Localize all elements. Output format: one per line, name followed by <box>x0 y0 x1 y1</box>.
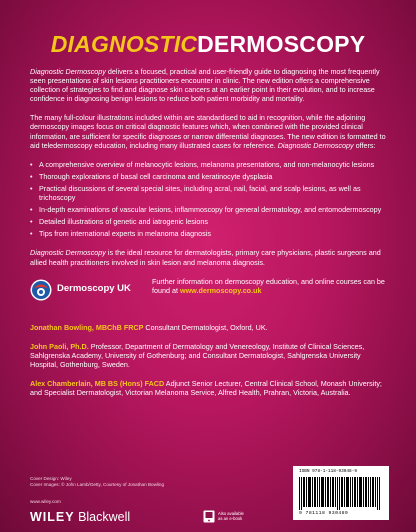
para2-book-name: Diagnostic Dermoscopy <box>277 140 354 150</box>
feature-item: • Tips from international experts in melanoma diagnosis <box>30 229 390 238</box>
dermoscopy-uk-logo <box>30 279 131 301</box>
cover-images-credit: Cover Images: © John Lamb/Getty, Courtesy of Jonathan Bowling <box>30 482 165 487</box>
isbn-barcode <box>293 466 389 520</box>
second-paragraph <box>30 113 390 149</box>
author-bio: Adjunct Senior Lecturer, Central Clinical School, Monash University; and Specialist Dermatologist, Victorian Melanoma Service, Alfred Health, Prahran, Victoria, Australia. <box>30 378 382 398</box>
ebook-line-1: Also available <box>218 511 244 516</box>
ebook-icon <box>203 510 215 523</box>
author-name: Alex Chamberlain, MB BS (Hons) FACD <box>30 378 165 388</box>
intro-paragraph <box>30 67 390 103</box>
dermoscopy-uk-info-text: Further information on dermoscopy education, and online courses can be found at <box>152 276 385 295</box>
author-name: John Paoli, Ph.D. <box>30 341 89 351</box>
isbn-text: ISBN 978-1-118-93048-9 <box>299 469 357 474</box>
feature-item: • Practical discussions of several special sites, including acral, nail, facial, and scalp lesions, as well as trichoscopy <box>30 184 390 202</box>
para3-text: is the ideal resource for dermatologists, primary care physicians, plastic surgeons and allied health practitioners involved in skin lesion and melanoma diagnosis. <box>30 248 381 267</box>
intro-book-name: Diagnostic Dermoscopy <box>30 67 106 76</box>
ebook-text <box>218 511 244 521</box>
author-entry <box>30 323 390 332</box>
feature-item: • Thorough explorations of basal cell carcinoma and keratinocyte dysplasia <box>30 172 390 181</box>
author-entry <box>30 342 390 369</box>
intro-text: delivers a focused, practical and user-friendly guide to diagnosing the most frequently seen presentations of skin lesions practitioners encounter in clinic. The new edition offers a comprehensive collection of strategies to find and diagnose skin cancers at an earlier point in their evolution, and to increase confidence in diagnosing benign lesions to reduce both patient morbidity and mortality. <box>30 67 380 104</box>
para2-text: The many full-colour illustrations included within are standardised to aid in recognition, while the adjoining dermoscopy images focus on critical diagnostic features which, when combined with the provided clinical information, are sufficient for specific diagnoses or narrow differential diagnoses. The new edition is formatted to aid teledermoscopy education, including many illustrated cases for reference. <box>30 113 386 150</box>
dermoscopy-uk-website: www.dermoscopy.co.uk <box>179 285 262 295</box>
dermoscopy-uk-mark-icon <box>30 279 52 301</box>
cover-design-credit: Cover Design: Wiley <box>30 476 72 481</box>
para2-tail: offers: <box>353 140 376 150</box>
publisher-website: www.wiley.com <box>30 499 61 504</box>
feature-item: • In-depth examinations of vascular lesions, inflammoscopy for general dermatology, and entomodermoscopy <box>30 205 390 214</box>
dermoscopy-uk-logo-text: Dermoscopy UK <box>57 282 131 294</box>
author-entry <box>30 379 390 397</box>
barcode-icon <box>299 477 383 510</box>
publisher-name-wiley: WILEY <box>30 510 75 524</box>
feature-item: • Detailed illustrations of genetic and iatrogenic lesions <box>30 217 390 226</box>
title-part-dermoscopy: DERMOSCOPY <box>197 31 366 57</box>
dermoscopy-uk-section <box>30 277 390 317</box>
cover-credits <box>30 476 164 488</box>
feature-item: • A comprehensive overview of melanocytic lesions, melanoma presentations, and non-melanocytic lesions <box>30 160 390 169</box>
para3-book-name: Diagnostic Dermoscopy <box>30 248 106 258</box>
description <box>30 67 390 407</box>
dermoscopy-uk-info <box>152 277 388 295</box>
author-name: Jonathan Bowling, MBChB FRCP <box>30 322 144 332</box>
author-bio: Professor, Department of Dermatology and Venereology, Institute of Clinical Sciences, Sahlgrenska Academy, University of Gothenburg; and Consultant Dermatologist, Sahlgrenska University Hospital, Gothenburg, Sweden. <box>30 341 365 369</box>
author-bio: Consultant Dermatologist, Oxford, UK. <box>143 322 268 332</box>
book-title <box>0 31 416 58</box>
ebook-line-2: as an e-book <box>218 516 243 522</box>
feature-list <box>30 160 390 239</box>
ebook-badge <box>203 510 253 524</box>
title-part-diagnostic: DIAGNOSTIC <box>50 31 198 57</box>
publisher-logo <box>30 510 130 524</box>
barcode-number: 9 781118 930489 <box>299 511 349 516</box>
publisher-name-blackwell: Blackwell <box>74 510 131 524</box>
third-paragraph <box>30 248 390 266</box>
